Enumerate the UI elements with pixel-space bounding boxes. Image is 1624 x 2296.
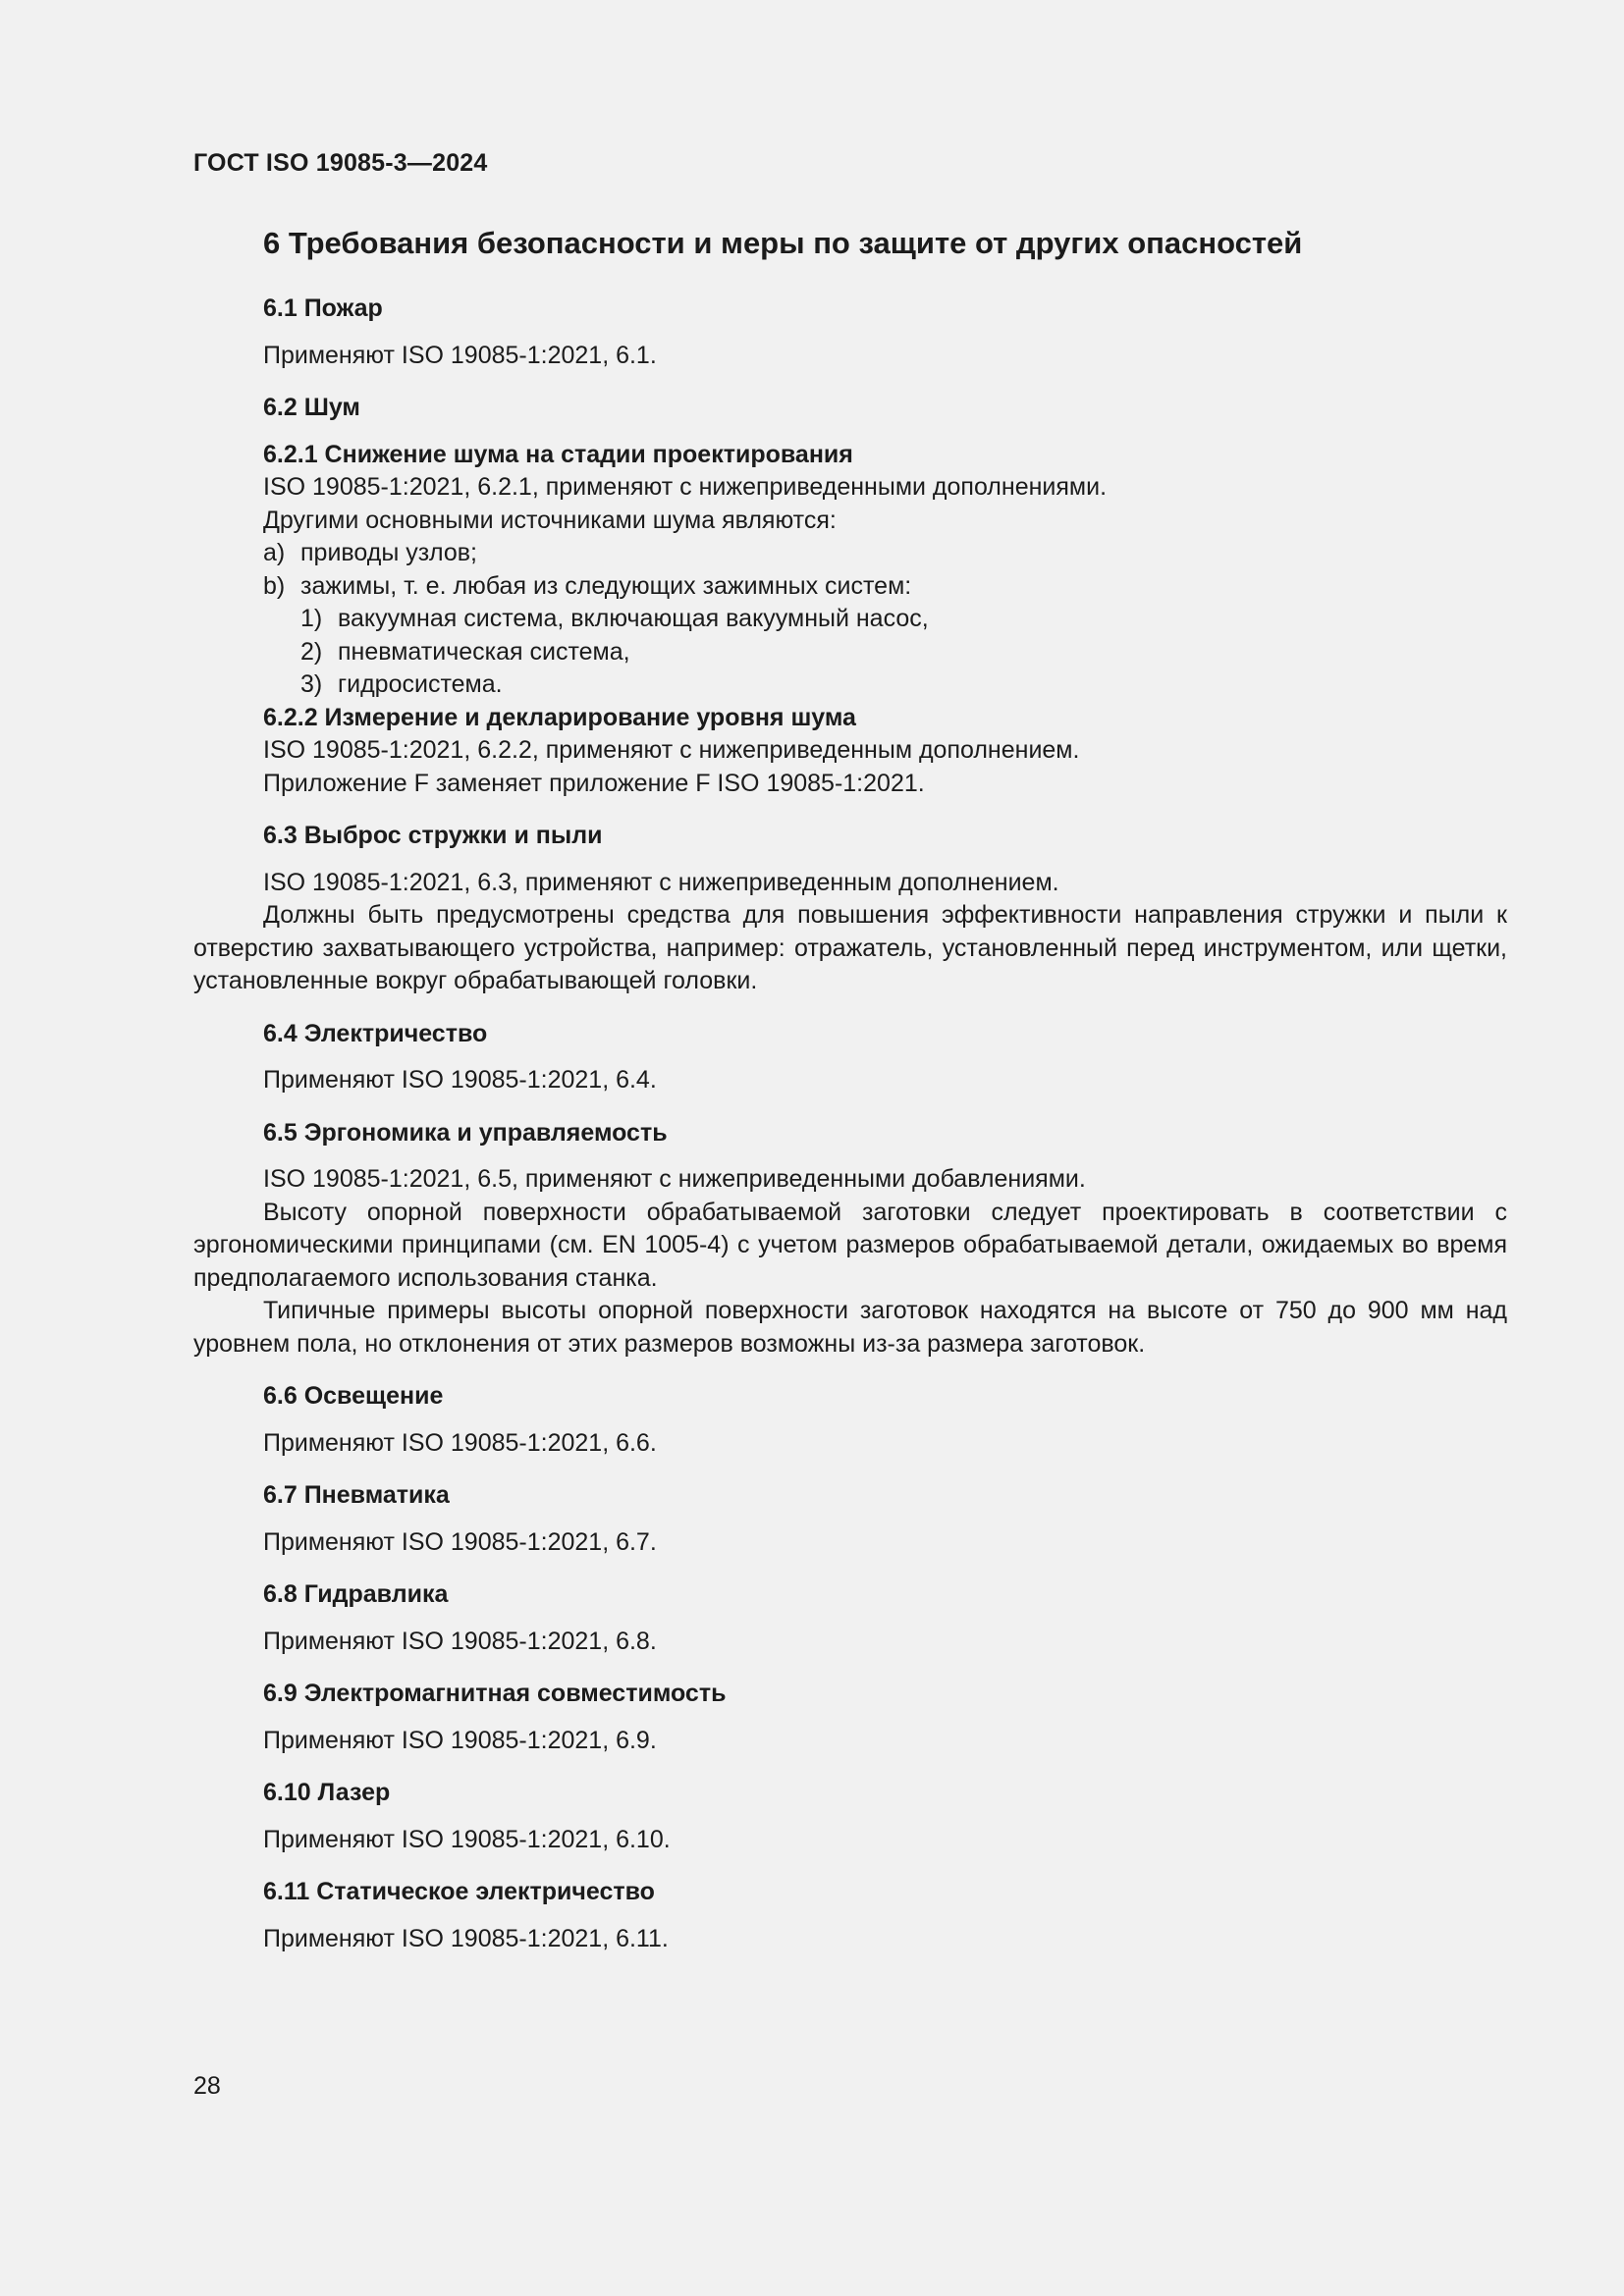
- text-6-4: Применяют ISO 19085-1:2021, 6.4.: [263, 1066, 657, 1094]
- heading-6-11: 6.11 Статическое электричество: [263, 1878, 655, 1905]
- sublist-item: [300, 668, 1507, 702]
- heading-6-2-2: 6.2.2 Измерение и декларирование уровня шума: [263, 703, 856, 731]
- sublist-item: [300, 636, 1507, 669]
- section-6-9: [193, 1678, 1507, 1757]
- sublist-marker: 2): [300, 637, 323, 666]
- text-6-1: Применяют ISO 19085-1:2021, 6.1.: [263, 341, 657, 369]
- text-6-7: Применяют ISO 19085-1:2021, 6.7.: [263, 1527, 657, 1556]
- section-6-3: [193, 820, 1507, 998]
- page-content: [193, 224, 1507, 1975]
- list-text: зажимы, т. е. любая из следующих зажимных систем:: [300, 571, 912, 600]
- heading-6-2: 6.2 Шум: [263, 394, 360, 421]
- section-6-1: [193, 293, 1507, 372]
- section-6-10: [193, 1777, 1507, 1856]
- list-item: [263, 570, 1507, 604]
- list-marker: a): [263, 539, 286, 566]
- section-6-8: [193, 1578, 1507, 1658]
- heading-6-2-1: 6.2.1 Снижение шума на стадии проектирования: [263, 440, 853, 468]
- text-6-8: Применяют ISO 19085-1:2021, 6.8.: [263, 1627, 657, 1655]
- list-text: приводы узлов;: [300, 539, 477, 566]
- heading-6-3: 6.3 Выброс стружки и пыли: [263, 822, 603, 849]
- section-6-4: [193, 1018, 1507, 1097]
- sublist-text: гидросистема.: [338, 670, 503, 698]
- text-6-2-1: ISO 19085-1:2021, 6.2.1, применяют с нижеприведенными дополнениями.: [263, 473, 1108, 501]
- heading-6-7: 6.7 Пневматика: [263, 1481, 450, 1509]
- heading-6-9: 6.9 Электромагнитная совместимость: [263, 1680, 727, 1707]
- page-number: 28: [193, 2072, 221, 2100]
- section-title: 6 Требования безопасности и меры по защите от других опасностей: [263, 226, 1303, 260]
- document-code-header: ГОСТ ISO 19085-3—2024: [193, 149, 488, 177]
- heading-6-5: 6.5 Эргономика и управляемость: [263, 1118, 668, 1147]
- sublist-text: пневматическая система,: [338, 637, 630, 666]
- list-item: [263, 537, 1507, 570]
- text-6-3: ISO 19085-1:2021, 6.3, применяют с нижеприведенным дополнением.: [263, 868, 1059, 896]
- list-marker: b): [263, 571, 286, 600]
- section-6-11: [193, 1876, 1507, 1955]
- text-6-11: Применяют ISO 19085-1:2021, 6.11.: [263, 1924, 669, 1952]
- section-6-6: [193, 1380, 1507, 1460]
- text-6-2-2: ISO 19085-1:2021, 6.2.2, применяют с нижеприведенным дополнением.: [263, 736, 1080, 764]
- sublist-marker: 3): [300, 670, 323, 698]
- paragraph-6-5-1: Высоту опорной поверхности обрабатываемой заготовки следует проектировать в соответствии с эргономическими принципами (см. EN 1005-4) с учетом размеров обрабатываемой детали, ожидаемых во время предполагаемого использования станка.: [193, 1198, 1507, 1292]
- sublist-marker: 1): [300, 605, 323, 632]
- intro-6-2-1: Другими основными источниками шума являются:: [263, 506, 837, 534]
- heading-6-6: 6.6 Освещение: [263, 1382, 444, 1410]
- heading-6-10: 6.10 Лазер: [263, 1779, 391, 1806]
- heading-6-1: 6.1 Пожар: [263, 294, 383, 322]
- section-6-7: [193, 1479, 1507, 1559]
- text-6-5: ISO 19085-1:2021, 6.5, применяют с нижеприведенными добавлениями.: [263, 1165, 1086, 1193]
- text-6-10: Применяют ISO 19085-1:2021, 6.10.: [263, 1825, 671, 1853]
- paragraph-6-5-2: Типичные примеры высоты опорной поверхности заготовок находятся на высоте от 750 до 900 мм над уровнем пола, но отклонения от этих размеров возможны из-за размера заготовок.: [193, 1297, 1507, 1358]
- heading-6-8: 6.8 Гидравлика: [263, 1580, 449, 1608]
- sublist-text: вакуумная система, включающая вакуумный насос,: [338, 605, 929, 632]
- text-6-6: Применяют ISO 19085-1:2021, 6.6.: [263, 1428, 657, 1457]
- sublist-item: [300, 603, 1507, 636]
- paragraph-6-3: Должны быть предусмотрены средства для повышения эффективности направления стружки и пыли к отверстию захватывающего устройства, например: отражатель, установленный перед инструментом, или щетки, установленные вокруг обрабатывающей головки.: [193, 901, 1507, 994]
- text-6-2-2-annex: Приложение F заменяет приложение F ISO 19085-1:2021.: [263, 769, 925, 797]
- text-6-9: Применяют ISO 19085-1:2021, 6.9.: [263, 1726, 657, 1754]
- heading-6-4: 6.4 Электричество: [263, 1019, 488, 1047]
- section-6-2: [193, 392, 1507, 800]
- section-6-5: [193, 1117, 1507, 1362]
